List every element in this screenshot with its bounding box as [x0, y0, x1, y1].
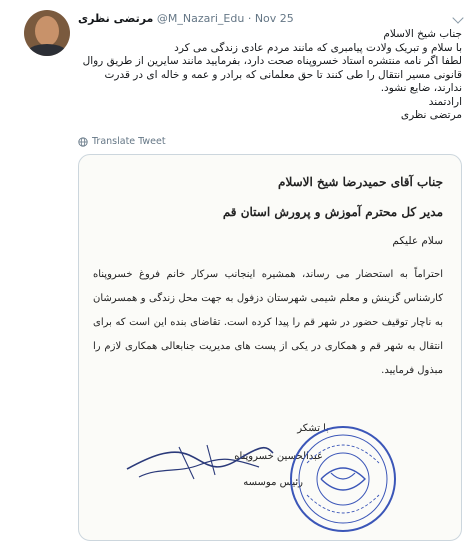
author-handle[interactable]: @M_Nazari_Edu: [156, 12, 245, 25]
letter-signer: عبدالحسین خسروپناه: [234, 451, 323, 462]
avatar[interactable]: [24, 10, 70, 56]
avatar-face: [35, 16, 59, 46]
letter-signer-role: رئیس موسسه: [243, 477, 303, 488]
translate-tweet-link[interactable]: [78, 136, 166, 147]
tweet-line: جناب شیخ الاسلام: [383, 28, 462, 40]
letter-closing: با تشکر: [297, 423, 329, 434]
header-separator: ·: [247, 12, 252, 25]
tweet-line: با سلام و تبریک ولادت پیامبری که مانند مردم عادی زندگی می کرد: [174, 41, 462, 54]
institution-seal: [287, 423, 399, 535]
letter-greeting: سلام علیکم: [392, 235, 443, 247]
tweet-header: [78, 12, 294, 25]
letter-paragraph: احتراماً به استحضار می رساند، همشیره اینجانب سرکار خانم فروغ خسروپناه کارشناس گزینش و معلم شیمی شهرستان دزفول به جهت محل زندگی و همسرشان به ناچار توقیف حضور در شهر قم را پیدا کرده است. تقاضای بنده این است که برای انتقال به شهر قم و همکاری در یکی از پست های مدیریت جنابعالی همکاری لازم را مبذول فرمایید.: [93, 269, 443, 376]
letter-position: مدیر کل محترم آموزش و پرورش استان قم: [222, 205, 443, 219]
author-name[interactable]: مرتضی نظری: [78, 12, 154, 25]
avatar-shirt: [26, 44, 68, 56]
letter-addressee: جناب آقای حمیدرضا شیخ الاسلام: [278, 175, 443, 189]
translate-label: Translate Tweet: [92, 136, 166, 147]
attached-letter-image[interactable]: [78, 154, 462, 541]
tweet-body: [78, 28, 462, 123]
tweet-line: لطفا اگر نامه منتشره استاد خسروپناه صحت دارد، بفرمایید مانند سایرین از طریق روال قانونی مسیر انتقال را طی کنند تا حق معلمانی که برادر و عمه و خاله ای در قدرت ندارند، ضایع نشود.: [82, 55, 462, 94]
tweet-line: ارادتمند: [428, 95, 462, 108]
globe-icon: [78, 137, 88, 147]
tweet-date[interactable]: Nov 25: [254, 12, 294, 25]
handwritten-signature: [119, 417, 279, 497]
tweet-line: مرتضی نظری: [400, 109, 462, 121]
chevron-down-icon[interactable]: [452, 12, 463, 23]
